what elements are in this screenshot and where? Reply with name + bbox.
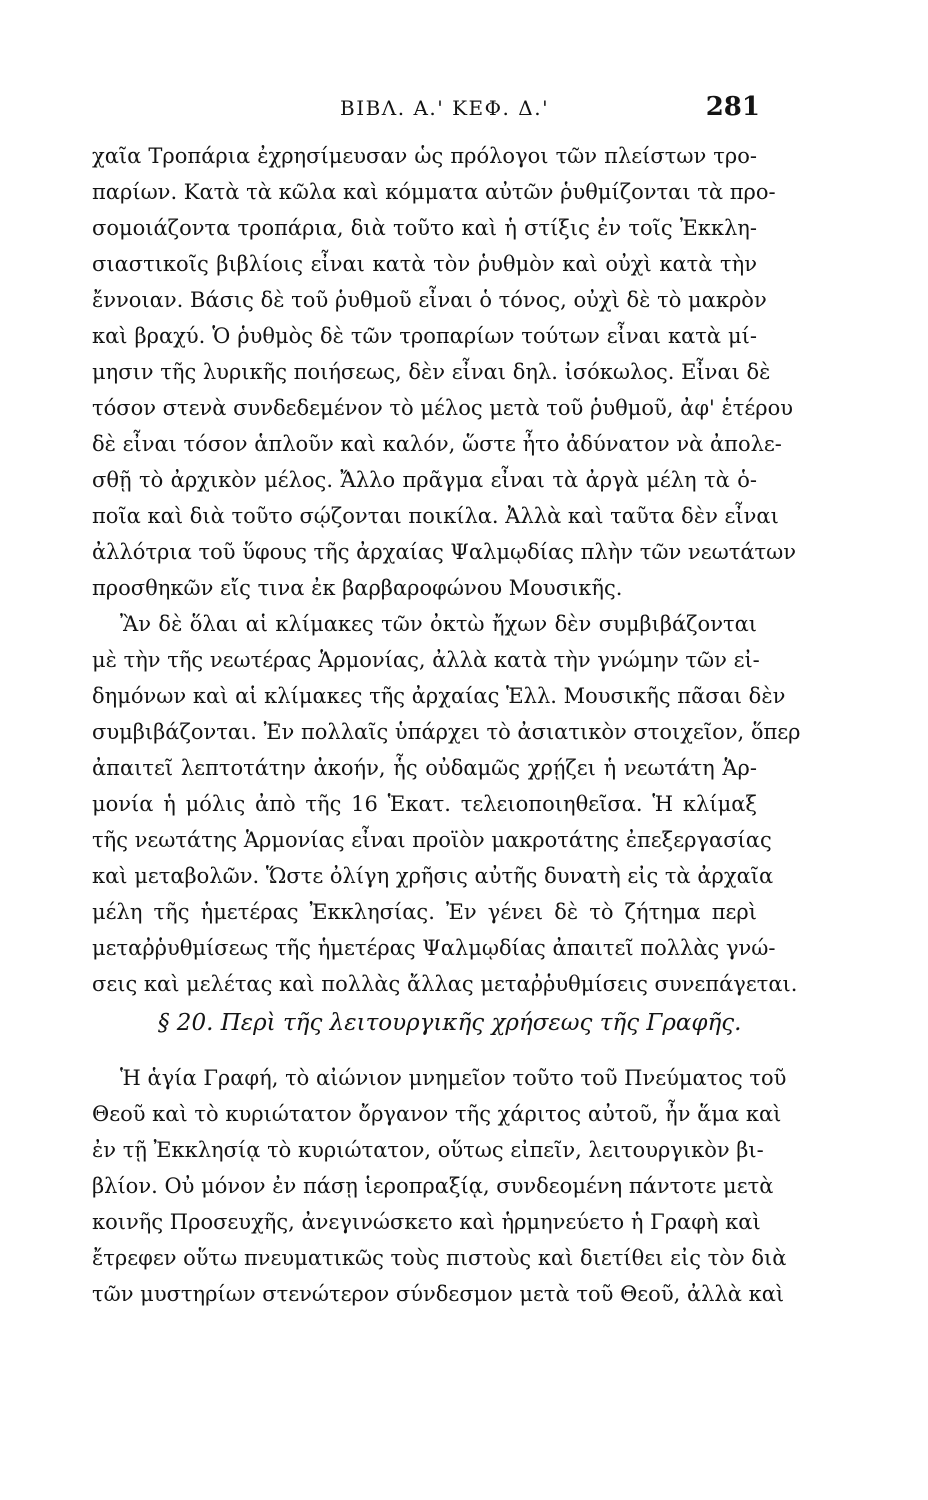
text-line: Ἂν δὲ ὅλαι αἱ κλίμακες τῶν ὀκτὼ ἤχων δὲν συμβιβάζονται — [120, 612, 757, 636]
text-line: καὶ βραχύ. Ὁ ῥυθμὸς δὲ τῶν τροπαρίων τούτων εἶναι κατὰ μί- — [92, 324, 757, 348]
text-line: κοινῆς Προσευχῆς, ἀνεγινώσκετο καὶ ἡρμηνεύετο ἡ Γραφὴ καὶ — [92, 1210, 761, 1234]
text-line: μέλη τῆς ἡμετέρας Ἐκκλησίας. Ἐν γένει δὲ τὸ ζήτημα περὶ — [92, 900, 757, 924]
running-head: ΒΙΒΛ. Α.' ΚΕΦ. Δ.' — [340, 96, 550, 120]
text-line: δημόνων καὶ αἱ κλίμακες τῆς ἀρχαίας Ἑλλ. Μουσικῆς πᾶσαι δὲν — [92, 684, 786, 708]
text-line: βλίον. Οὐ μόνον ἐν πάσῃ ἱεροπραξίᾳ, συνδεομένη πάντοτε μετὰ — [92, 1174, 774, 1198]
text-line: μονία ἡ μόλις ἀπὸ τῆς 16 Ἑκατ. τελειοποιηθεῖσα. Ἡ κλίμαξ — [92, 792, 757, 816]
text-line: προσθηκῶν εἴς τινα ἐκ βαρβαροφώνου Μουσικῆς. — [92, 576, 623, 600]
text-line: σεις καὶ μελέτας καὶ πολλὰς ἄλλας μεταῤῥυθμίσεις συνεπάγεται. — [92, 972, 798, 996]
text-line: ἔννοιαν. Βάσις δὲ τοῦ ῥυθμοῦ εἶναι ὁ τόνος, οὐχὶ δὲ τὸ μακρὸν — [92, 288, 767, 312]
text-line: τῶν μυστηρίων στενώτερον σύνδεσμον μετὰ τοῦ Θεοῦ, ἀλλὰ καὶ — [92, 1282, 785, 1306]
text-line: ἀπαιτεῖ λεπτοτάτην ἀκοήν, ἧς οὐδαμῶς χρῄζει ἡ νεωτάτη Ἁρ- — [92, 756, 757, 780]
text-line: σιαστικοῖς βιβλίοις εἶναι κατὰ τὸν ῥυθμὸν καὶ οὐχὶ κατὰ τὴν — [92, 252, 757, 276]
text-line: συμβιβάζονται. Ἐν πολλαῖς ὑπάρχει τὸ ἀσιατικὸν στοιχεῖον, ὅπερ — [92, 720, 801, 744]
text-line: ἐν τῇ Ἐκκλησίᾳ τὸ κυριώτατον, οὕτως εἰπεῖν, λειτουργικὸν βι- — [92, 1138, 764, 1162]
text-line: παρίων. Κατὰ τὰ κῶλα καὶ κόμματα αὐτῶν ῥυθμίζονται τὰ προ- — [92, 180, 776, 204]
text-line: τῆς νεωτάτης Ἁρμονίας εἶναι προϊὸν μακροτάτης ἐπεξεργασίας — [92, 828, 772, 852]
text-line: καὶ μεταβολῶν. Ὥστε ὀλίγη χρῆσις αὐτῆς δυνατὴ εἰς τὰ ἀρχαῖα — [92, 864, 774, 888]
page-header — [90, 92, 760, 132]
text-line: σθῇ τὸ ἀρχικὸν μέλος. Ἄλλο πρᾶγμα εἶναι τὰ ἀργὰ μέλη τὰ ὁ- — [92, 468, 757, 492]
text-line: ἔτρεφεν οὕτω πνευματικῶς τοὺς πιστοὺς καὶ διετίθει εἰς τὸν διὰ — [92, 1246, 787, 1270]
text-line: ἀλλότρια τοῦ ὕφους τῆς ἀρχαίας Ψαλμῳδίας πλὴν τῶν νεωτάτων — [92, 540, 797, 564]
text-line: μησιν τῆς λυρικῆς ποιήσεως, δὲν εἶναι δηλ. ἰσόκωλος. Εἶναι δὲ — [92, 360, 771, 384]
text-line: μεταῤῥυθμίσεως τῆς ἡμετέρας Ψαλμῳδίας ἀπαιτεῖ πολλὰς γνώ- — [92, 936, 776, 960]
text-line: Θεοῦ καὶ τὸ κυριώτατον ὄργανον τῆς χάριτος αὐτοῦ, ἦν ἅμα καὶ — [92, 1102, 782, 1126]
text-line: Ἡ ἁγία Γραφή, τὸ αἰώνιον μνημεῖον τοῦτο τοῦ Πνεύματος τοῦ — [120, 1066, 787, 1090]
text-line: χαῖα Τροπάρια ἐχρησίμευσαν ὡς πρόλογοι τῶν πλείστων τρο- — [92, 144, 757, 168]
page-number: 281 — [705, 92, 760, 122]
text-line: δὲ εἶναι τόσον ἁπλοῦν καὶ καλόν, ὥστε ἦτο ἀδύνατον νὰ ἀπολε- — [92, 432, 782, 456]
text-line: τόσον στενὰ συνδεδεμένον τὸ μέλος μετὰ τοῦ ῥυθμοῦ, ἀφ' ἑτέρου — [92, 396, 793, 420]
text-line: ποῖα καὶ διὰ τοῦτο σῴζονται ποικίλα. Ἀλλὰ καὶ ταῦτα δὲν εἶναι — [92, 504, 779, 528]
text-line: μὲ τὴν τῆς νεωτέρας Ἁρμονίας, ἀλλὰ κατὰ τὴν γνώμην τῶν εἰ- — [92, 648, 760, 672]
text-line: σομοιάζοντα τροπάρια, διὰ τοῦτο καὶ ἡ στίξις ἐν τοῖς Ἐκκλη- — [92, 216, 757, 240]
section-title: § 20. Περὶ τῆς λειτουργικῆς χρήσεως τῆς Γραφῆς. — [158, 1010, 742, 1036]
